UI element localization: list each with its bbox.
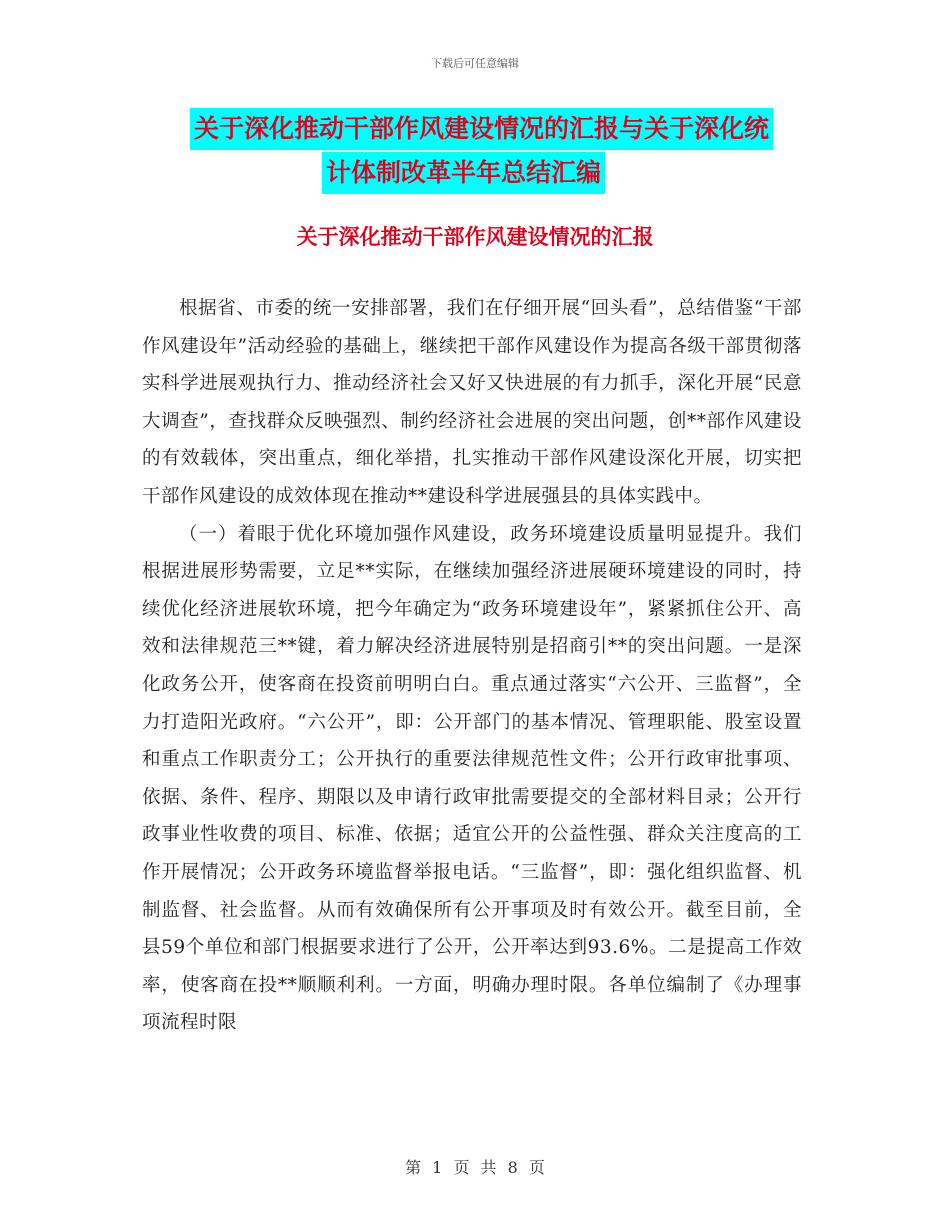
document-title-line-1: 关于深化推动干部作风建设情况的汇报与关于深化统: [190, 108, 773, 150]
section-heading: 关于深化推动干部作风建设情况的汇报: [296, 225, 654, 249]
body-text: [142, 290, 802, 1042]
document-title: [150, 108, 850, 194]
page-number: 第 1 页 共 8 页: [405, 1158, 545, 1177]
document-title-line-2: 计体制改革半年总结汇编: [322, 152, 605, 194]
paragraph-intro: 根据省、市委的统一安排部署，我们在仔细开展“回头看”，总结借鉴“干部作风建设年”活动经验的基础上，继续把干部作风建设作为提高各级干部贯彻落实科学进展观执行力、推动经济社会又好又快进展的有力抓手，深化开展“民意大调查”，查找群众反映强烈、制约经济社会进展的突出问题，创**部作风建设的有效载体，突出重点，细化举措，扎实推动干部作风建设深化开展，切实把干部作风建设的成效体现在推动**建设科学进展强县的具体实践中。: [142, 298, 802, 507]
paragraph-section-1: （一）着眼于优化环境加强作风建设，政务环境建设质量明显提升。我们根据进展形势需要，立足**实际，在继续加强经济进展硬环境建设的同时，持续优化经济进展软环境，把今年确定为“政务环境建设年”，紧紧抓住公开、高效和法律规范三**键，着力解决经济进展特别是招商引**的突出问题。一是深化政务公开，使客商在投资前明明白白。重点通过落实“六公开、三监督”，全力打造阳光政府。“六公开”，即：公开部门的基本情况、管理职能、股室设置和重点工作职责分工；公开执行的重要法律规范性文件；公开行政审批事项、依据、条件、程序、期限以及申请行政审批需要提交的全部材料目录；公开行政事业性收费的项目、标准、依据；适宜公开的公益性强、群众关注度高的工作开展情况；公开政务环境监督举报电话。“三监督”，即：强化组织监督、机制监督、社会监督。从而有效确保所有公开事项及时有效公开。截至目前，全县59个单位和部门根据要求进行了公开，公开率达到93.6%。二是提高工作效率，使客商在投**顺顺利利。一方面，明确办理时限。各单位编制了《办理事项流程时限: [142, 523, 802, 1034]
page-header-note: 下载后可任意编辑: [431, 57, 519, 70]
